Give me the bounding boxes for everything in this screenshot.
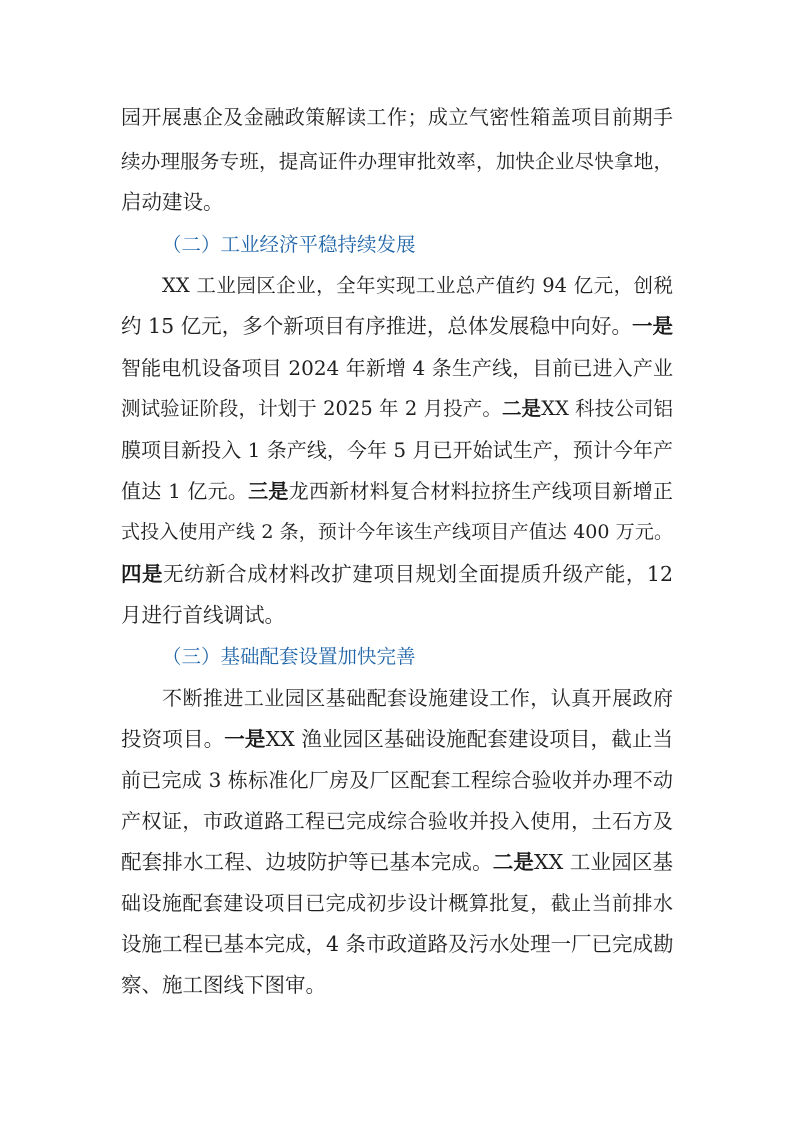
paragraph-line: 不断推进工业园区基础配套设施建设工作，认真开展政府 [162,686,673,710]
paragraph-line: 月进行首线调试。 [121,603,285,627]
section-heading: （二）工业经济平稳持续发展 [162,233,416,256]
paragraph-line: 启动建设。 [121,190,224,214]
paragraph-line [121,725,673,753]
lead-phrase: 一是 [631,314,673,338]
section-heading: （三）基础配套设置加快完善 [162,645,416,668]
paragraph-line: 膜项目新投入 1 条产线，今年 5 月已开始试生产，预计今年产 [121,438,673,462]
paragraph-line: XX 工业园区企业，全年实现工业总产值约 94 亿元，创税 [162,274,673,297]
text-run: XX 工业园区基 [534,850,674,874]
text-run: 约 15 亿元，多个新项目有序推进，总体发展稳中向好。 [121,314,632,338]
paragraph-line: 续办理服务专班，提高证件办理审批效率，加快企业尽快拿地， [121,150,673,173]
text-run: XX 科技公司铝 [541,397,673,420]
paragraph-line: 式投入使用产线 2 条，预计今年该生产线项目产值达 400 万元。 [121,521,673,543]
lead-phrase: 二是 [492,850,535,874]
lead-phrase: 四是 [121,562,164,586]
paragraph-line: 园开展惠企及金融政策解读工作；成立气密性箱盖项目前期手 [121,105,673,129]
paragraph-line: 设施工程已基本完成，4 条市政道路及污水处理一厂已完成勘 [121,932,674,956]
text-run: 投资项目。 [121,727,225,751]
paragraph-line: 前已完成 3 栋标准化厂房及厂区配套工程综合验收并办理不动 [121,768,673,792]
lead-phrase: 一是 [224,727,266,751]
paragraph-line: 察、施工图线下图审。 [121,973,326,997]
text-run: 龙西新材料复合材料拉挤生产线项目新增正 [288,479,674,503]
text-run: 配套排水工程、边坡防护等已基本完成。 [121,850,493,874]
paragraph-line: 础设施配套建设项目已完成初步设计概算批复，截止当前排水 [121,891,673,915]
text-run: XX 渔业园区基础设施配套建设项目，截止当 [265,727,674,751]
paragraph-line [121,560,673,588]
lead-phrase: 二是 [501,397,542,420]
paragraph-line [121,312,673,340]
text-run: 测试验证阶段，计划于 2025 年 2 月投产。 [121,397,502,420]
paragraph-line: 智能电机设备项目 2024 年新增 4 条生产线，目前已进入产业 [121,356,673,380]
text-run: 值达 1 亿元。 [121,479,249,503]
paragraph-line [121,848,673,876]
paragraph-line [121,395,673,423]
lead-phrase: 三是 [248,479,289,503]
paragraph-line: 产权证，市政道路工程已完成综合验收并投入使用，土石方及 [121,809,673,833]
paragraph-line [121,477,673,505]
text-run: 无纺新合成材料改扩建项目规划全面提质升级产能，12 [163,562,673,586]
